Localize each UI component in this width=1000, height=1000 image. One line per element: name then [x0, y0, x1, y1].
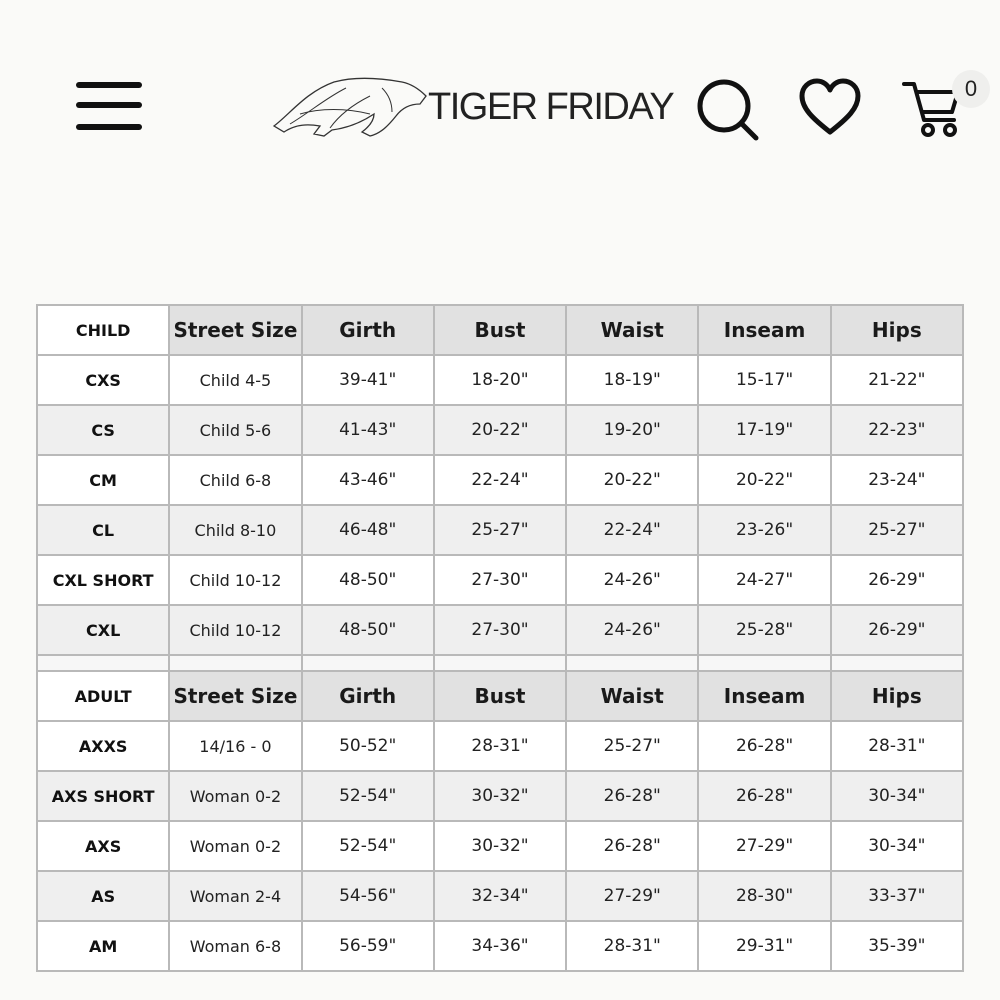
table-row [37, 355, 963, 405]
table-header-row [37, 305, 963, 355]
size-label: AXXS [37, 721, 169, 771]
table-cell: 54-56" [302, 871, 434, 921]
table-header-row [37, 671, 963, 721]
size-label: AXS SHORT [37, 771, 169, 821]
size-label: CXL [37, 605, 169, 655]
street-size-cell: Child 10-12 [169, 605, 301, 655]
section-divider [37, 655, 963, 671]
table-cell: 32-34" [434, 871, 566, 921]
table-cell: 50-52" [302, 721, 434, 771]
table-cell: 26-28" [698, 721, 830, 771]
wishlist-button[interactable] [798, 78, 862, 138]
table-cell: 23-24" [831, 455, 963, 505]
table-cell: 30-34" [831, 771, 963, 821]
table-cell: 19-20" [566, 405, 698, 455]
divider-cell [169, 655, 301, 671]
divider-cell [302, 655, 434, 671]
column-header: Waist [566, 671, 698, 721]
street-size-cell: Child 4-5 [169, 355, 301, 405]
table-cell: 17-19" [698, 405, 830, 455]
table-cell: 25-28" [698, 605, 830, 655]
table-cell: 33-37" [831, 871, 963, 921]
table-cell: 24-26" [566, 605, 698, 655]
table-cell: 26-29" [831, 605, 963, 655]
table-row [37, 455, 963, 505]
table-cell: 56-59" [302, 921, 434, 971]
brand-logo[interactable] [270, 74, 674, 144]
column-header: Girth [302, 305, 434, 355]
table-cell: 46-48" [302, 505, 434, 555]
table-row [37, 605, 963, 655]
table-cell: 20-22" [434, 405, 566, 455]
menu-bar [76, 124, 142, 130]
table-cell: 52-54" [302, 821, 434, 871]
divider-cell [434, 655, 566, 671]
table-cell: 28-31" [566, 921, 698, 971]
divider-cell [698, 655, 830, 671]
size-label: AS [37, 871, 169, 921]
divider-cell [566, 655, 698, 671]
street-size-cell: Child 8-10 [169, 505, 301, 555]
search-icon [696, 78, 760, 142]
section-label-child: CHILD [37, 305, 169, 355]
table-cell: 25-27" [434, 505, 566, 555]
table-row [37, 555, 963, 605]
section-label-adult: ADULT [37, 671, 169, 721]
size-label: CXL SHORT [37, 555, 169, 605]
cart-count-badge: 0 [952, 70, 990, 108]
menu-button[interactable] [76, 80, 142, 134]
street-size-cell: Woman 0-2 [169, 821, 301, 871]
column-header: Bust [434, 305, 566, 355]
column-header: Bust [434, 671, 566, 721]
table-cell: 22-23" [831, 405, 963, 455]
street-size-cell: Woman 6-8 [169, 921, 301, 971]
divider-cell [831, 655, 963, 671]
table-cell: 28-31" [434, 721, 566, 771]
table-cell: 39-41" [302, 355, 434, 405]
column-header: Hips [831, 305, 963, 355]
table-cell: 29-31" [698, 921, 830, 971]
table-cell: 25-27" [831, 505, 963, 555]
column-header: Street Size [169, 671, 301, 721]
size-label: AM [37, 921, 169, 971]
size-label: CM [37, 455, 169, 505]
table-cell: 18-19" [566, 355, 698, 405]
table-cell: 26-28" [566, 821, 698, 871]
table-cell: 35-39" [831, 921, 963, 971]
table-cell: 27-29" [698, 821, 830, 871]
size-label: CXS [37, 355, 169, 405]
table-cell: 52-54" [302, 771, 434, 821]
table-cell: 23-26" [698, 505, 830, 555]
menu-bar [76, 82, 142, 88]
street-size-cell: Child 6-8 [169, 455, 301, 505]
column-header: Waist [566, 305, 698, 355]
table-cell: 43-46" [302, 455, 434, 505]
street-size-cell: Child 10-12 [169, 555, 301, 605]
column-header: Inseam [698, 305, 830, 355]
size-label: AXS [37, 821, 169, 871]
street-size-cell: Child 5-6 [169, 405, 301, 455]
table-cell: 30-32" [434, 771, 566, 821]
brand-name: TIGER FRIDAY [428, 86, 674, 128]
search-button[interactable] [696, 78, 760, 142]
column-header: Street Size [169, 305, 301, 355]
table-row [37, 921, 963, 971]
table-cell: 27-30" [434, 555, 566, 605]
table-cell: 48-50" [302, 605, 434, 655]
table-cell: 26-29" [831, 555, 963, 605]
site-header [0, 0, 1000, 200]
table-cell: 41-43" [302, 405, 434, 455]
street-size-cell: 14/16 - 0 [169, 721, 301, 771]
table-cell: 26-28" [698, 771, 830, 821]
table-row [37, 505, 963, 555]
tiger-logo-icon [270, 74, 430, 144]
table-cell: 24-26" [566, 555, 698, 605]
table-row [37, 871, 963, 921]
table-cell: 22-24" [434, 455, 566, 505]
table-row [37, 721, 963, 771]
table-cell: 28-30" [698, 871, 830, 921]
table-cell: 27-29" [566, 871, 698, 921]
table-cell: 34-36" [434, 921, 566, 971]
heart-icon [798, 78, 862, 138]
table-row [37, 405, 963, 455]
table-cell: 21-22" [831, 355, 963, 405]
size-label: CL [37, 505, 169, 555]
street-size-cell: Woman 2-4 [169, 871, 301, 921]
table-cell: 20-22" [566, 455, 698, 505]
table-cell: 48-50" [302, 555, 434, 605]
column-header: Hips [831, 671, 963, 721]
table-cell: 26-28" [566, 771, 698, 821]
menu-bar [76, 102, 142, 108]
table-cell: 27-30" [434, 605, 566, 655]
table-cell: 22-24" [566, 505, 698, 555]
table-cell: 18-20" [434, 355, 566, 405]
size-label: CS [37, 405, 169, 455]
table-cell: 30-34" [831, 821, 963, 871]
column-header: Inseam [698, 671, 830, 721]
table-cell: 28-31" [831, 721, 963, 771]
table-row [37, 821, 963, 871]
table-cell: 20-22" [698, 455, 830, 505]
table-row [37, 771, 963, 821]
table-cell: 24-27" [698, 555, 830, 605]
table-cell: 15-17" [698, 355, 830, 405]
divider-cell [37, 655, 169, 671]
table-cell: 30-32" [434, 821, 566, 871]
table-cell: 25-27" [566, 721, 698, 771]
street-size-cell: Woman 0-2 [169, 771, 301, 821]
size-chart-table [36, 304, 964, 972]
column-header: Girth [302, 671, 434, 721]
